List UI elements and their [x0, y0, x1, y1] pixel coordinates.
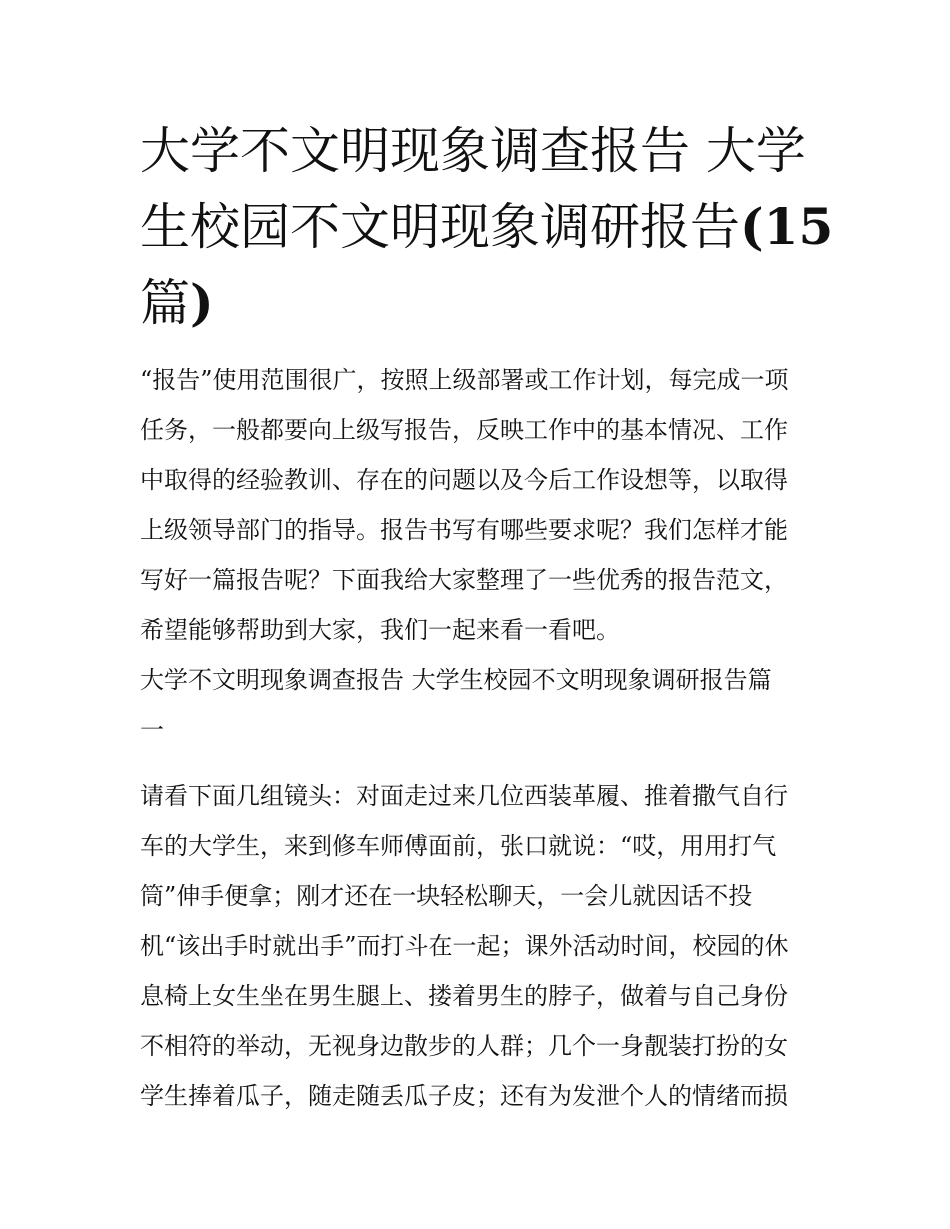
intro-line: “报告”使用范围很广，按照上级部署或工作计划，每完成一项 [140, 366, 789, 394]
paragraph-line: 息椅上女生坐在男生腿上、搂着男生的脖子，做着与自己身份 [140, 982, 788, 1010]
section-heading [140, 655, 820, 755]
title-line-3-text: 篇 [140, 274, 190, 332]
title-line-2-text: 生校园不文明现象调研报告 [140, 198, 740, 256]
intro-line: 上级领导部门的指导。报告书写有哪些要求呢？我们怎样才能 [140, 516, 788, 544]
paragraph-line: 机“该出手时就出手”而打斗在一起；课外活动时间，校园的休 [140, 932, 789, 960]
section-heading-line: 一 [140, 716, 164, 744]
section-heading-line: 大学不文明现象调查报告 大学生校园不文明现象调研报告篇 [140, 666, 772, 694]
paragraph-line: 请看下面几组镜头：对面走过来几位西装革履、推着撒气自行 [140, 782, 788, 810]
paragraph-line: 车的大学生，来到修车师傅面前，张口就说：“哎，用用打气 [140, 832, 777, 860]
paragraph-line: 学生捧着瓜子，随走随丢瓜子皮；还有为发泄个人的情绪而损 [140, 1082, 788, 1110]
title-line-3 [140, 265, 820, 341]
intro-line: 中取得的经验教训、存在的问题以及今后工作设想等，以取得 [140, 466, 788, 494]
intro-line: 任务，一般都要向上级写报告，反映工作中的基本情况、工作 [140, 416, 788, 444]
paragraph-line: 不相符的举动，无视身边散步的人群；几个一身靓装打扮的女 [140, 1032, 788, 1060]
title-line-3-suffix: ) [190, 273, 214, 332]
title-line-2-suffix: (15 [740, 197, 834, 256]
body-paragraph [140, 771, 820, 1121]
title-line-1: 大学不文明现象调查报告 大学 [140, 122, 806, 180]
paragraph-spacer [140, 755, 820, 771]
intro-line: 希望能够帮助到大家，我们一起来看一看吧。 [140, 616, 620, 644]
intro-paragraph [140, 355, 820, 655]
paragraph-line: 筒”伸手便拿；刚才还在一块轻松聊天，一会儿就因话不投 [140, 882, 753, 910]
document-body [140, 355, 820, 1121]
title-line-2 [140, 189, 834, 265]
document-title [140, 113, 834, 341]
intro-line: 写好一篇报告呢？下面我给大家整理了一些优秀的报告范文， [140, 566, 788, 594]
